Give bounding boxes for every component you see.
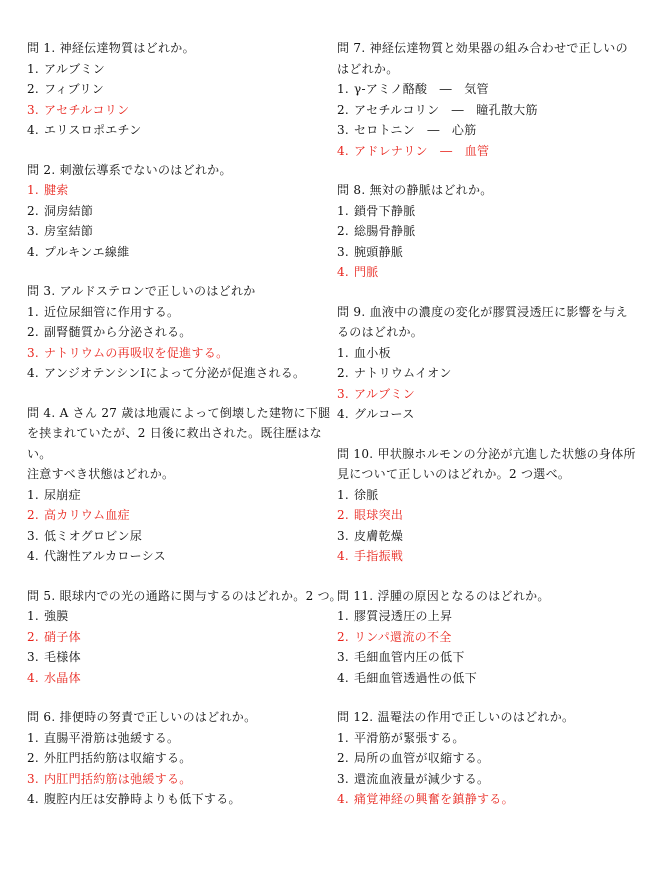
answer-option-correct [337,789,627,810]
right-column [337,38,636,829]
option-number: 2. [337,629,350,644]
option-number: 2. [337,751,350,765]
question-block [27,707,317,810]
option-number: 1. [337,487,350,502]
option-text: 徐脈 [354,487,379,502]
option-text: 局所の血管が収縮する。 [354,751,490,765]
option-text: アセチルコリン [44,102,130,117]
option-text: 腕頭静脈 [354,244,404,259]
answer-option [337,748,627,769]
option-text: 毛細血管内圧の低下 [354,650,465,664]
option-number: 4. [337,792,350,806]
answer-option [27,485,317,506]
answer-option [27,546,317,567]
option-text: 還流血液量が減少する。 [354,771,490,786]
option-text: 洞房結節 [44,203,94,218]
question-block [337,444,636,567]
answer-option [27,363,317,384]
option-text: 外肛門括約筋は収縮する。 [44,751,192,765]
answer-option [337,363,627,384]
answer-option [27,526,317,547]
answer-option [27,120,317,141]
option-text: 房室結節 [44,224,94,238]
option-text: 低ミオグロビン尿 [44,528,143,543]
question-text: 問 11. 浮腫の原因となるのはどれか。 [337,588,550,603]
option-number: 4. [337,670,350,685]
option-text: エリスロポエチン [44,123,142,137]
option-text: 毛細血管透過性の低下 [354,670,478,685]
question-text: 問 9. 血液中の濃度の変化が膠質浸透圧に影響を与え [337,304,628,319]
option-number: 3. [337,386,350,401]
answer-option [337,606,627,627]
option-number: 2. [27,629,40,644]
option-text: アルブミン [354,386,416,401]
option-text: セロトニン ― 心筋 [354,123,477,137]
option-number: 1. [337,82,350,96]
question-block [27,38,317,141]
option-text: ナトリウムイオン [354,366,452,380]
option-text: 門脈 [354,265,379,279]
question-text: 問 10. 甲状腺ホルモンの分泌が亢進した状態の身体所 [337,446,636,461]
option-text: 痛覚神経の興奮を鎮静する。 [354,792,514,806]
option-number: 1. [337,345,350,360]
question-block [27,586,342,689]
option-number: 4. [27,792,40,806]
option-number: 4. [337,407,350,421]
answer-option-correct [337,505,627,526]
answer-option-correct [337,546,627,567]
option-number: 4. [337,265,350,279]
answer-option [337,221,627,242]
question-text: 注意すべき状態はどれか。 [27,467,175,481]
option-text: 手指振戦 [354,549,404,563]
option-number: 1. [337,730,350,745]
option-text: アンジオテンシンⅠによって分泌が促進される。 [44,366,306,380]
question-block [27,281,317,384]
option-number: 3. [337,771,350,786]
answer-option-correct [337,262,627,283]
option-text: 副腎髄質から分泌される。 [44,325,192,339]
option-text: 腹腔内圧は安静時よりも低下する。 [44,792,241,806]
answer-option [337,242,627,263]
answer-option [27,79,317,100]
option-number: 2. [27,203,40,218]
option-number: 4. [337,143,350,158]
option-text: グルコース [354,407,415,421]
question-text: るのはどれか。 [337,325,424,339]
option-text: 高カリウム血症 [44,508,130,522]
option-number: 4. [27,366,40,380]
option-number: 1. [27,61,40,76]
answer-option [27,221,317,242]
option-number: 3. [337,650,350,664]
answer-option [337,526,627,547]
option-text: 直腸平滑筋は弛緩する。 [44,730,180,745]
option-number: 2. [337,366,350,380]
option-text: ナトリウムの再吸収を促進する。 [44,345,229,360]
option-text: プルキンエ線維 [44,244,130,259]
option-text: アドレナリン ― 血管 [354,143,490,158]
option-number: 4. [27,549,40,563]
answer-option-correct [27,180,317,201]
option-number: 2. [337,102,350,117]
option-number: 2. [337,224,350,238]
option-number: 4. [27,123,40,137]
option-number: 2. [27,751,40,765]
question-text: 問 6. 排便時の努責で正しいのはどれか。 [27,710,257,724]
option-text: 毛様体 [44,650,81,664]
question-text: はどれか。 [337,61,399,76]
question-text: 問 3. アルドステロンで正しいのはどれか [27,284,256,298]
option-text: 鎖骨下静脈 [354,203,416,218]
option-number: 1. [27,609,40,623]
question-text: 見について正しいのはどれか。2 つ選べ。 [337,467,571,481]
answer-option [337,668,627,689]
question-text: を挟まれていたが、2 日後に救出された。既往歴はな [27,426,322,440]
answer-option [27,728,317,749]
option-number: 1. [337,203,350,218]
question-block [337,586,627,689]
option-number: 3. [337,528,350,543]
answer-option-correct [27,343,317,364]
answer-option [337,647,627,668]
option-text: 強膜 [44,609,69,623]
option-text: 近位尿細管に作用する。 [44,304,180,319]
option-number: 3. [27,345,40,360]
option-text: 皮膚乾燥 [354,528,404,543]
question-text: 問 2. 刺激伝導系でないのはどれか。 [27,162,232,177]
option-text: アセチルコリン ― 瞳孔散大筋 [354,102,538,117]
question-block [27,160,317,263]
option-text: 内肛門括約筋は弛緩する。 [44,771,192,786]
answer-option [337,100,627,121]
option-number: 2. [27,508,40,522]
option-text: 腱索 [44,183,69,197]
answer-option [27,59,317,80]
answer-option [337,201,627,222]
option-number: 1. [27,487,40,502]
answer-option [337,79,627,100]
option-text: 水晶体 [44,670,81,685]
option-text: リンパ還流の不全 [354,629,452,644]
option-text: フィブリン [44,82,105,96]
option-number: 1. [27,183,40,197]
option-text: 代謝性アルカローシス [44,549,166,563]
question-block [337,180,627,283]
option-number: 3. [27,650,40,664]
option-text: 硝子体 [44,629,81,644]
answer-option-correct [27,505,317,526]
option-number: 3. [27,224,40,238]
option-number: 1. [337,609,350,623]
option-number: 4. [337,549,350,563]
answer-option-correct [27,769,317,790]
option-number: 1. [27,304,40,319]
answer-option [337,728,627,749]
option-number: 2. [27,82,40,96]
question-text: 問 8. 無対の静脈はどれか。 [337,183,493,197]
option-text: アルブミン [44,61,106,76]
question-text: い。 [27,446,52,461]
answer-option-correct [27,627,317,648]
answer-option [27,789,317,810]
question-text: 問 4. A さん 27 歳は地震によって倒壊した建物に下腿 [27,405,331,420]
answer-option [337,404,627,425]
option-text: 尿崩症 [44,487,81,502]
option-text: 膠質浸透圧の上昇 [354,609,453,623]
answer-option-correct [337,384,627,405]
answer-option [27,201,317,222]
answer-option-correct [27,100,317,121]
option-number: 4. [27,244,40,259]
answer-option [27,606,317,627]
option-number: 3. [27,771,40,786]
option-number: 2. [27,325,40,339]
question-text: 問 7. 神経伝達物質と効果器の組み合わせで正しいの [337,41,628,55]
question-block [337,38,627,161]
option-number: 1. [27,730,40,745]
left-column [27,38,342,829]
answer-option [27,302,317,323]
answer-option [337,485,627,506]
answer-option [27,647,317,668]
question-block [27,403,331,567]
answer-option-correct [337,627,627,648]
question-block [337,707,627,810]
answer-option [27,322,317,343]
option-number: 4. [27,670,40,685]
question-text: 問 5. 眼球内での光の通路に関与するのはどれか。2 つ。 [27,588,342,603]
option-text: 平滑筋が緊張する。 [354,730,465,745]
answer-option [27,242,317,263]
answer-option [337,120,627,141]
answer-option [27,748,317,769]
option-text: 総腸骨静脈 [354,224,416,238]
answer-option [337,343,627,364]
answer-option-correct [27,668,317,689]
option-number: 3. [337,244,350,259]
option-text: 眼球突出 [354,508,404,522]
option-text: 血小板 [354,345,391,360]
question-text: 問 12. 温罨法の作用で正しいのはどれか。 [337,710,575,724]
answer-option-correct [337,141,627,162]
answer-option [337,769,627,790]
question-block [337,302,627,425]
question-text: 問 1. 神経伝達物質はどれか。 [27,41,195,55]
option-number: 3. [27,102,40,117]
option-number: 2. [337,508,350,522]
option-number: 3. [337,123,350,137]
option-number: 3. [27,528,40,543]
option-text: γ-アミノ酪酸 ― 気管 [354,82,489,96]
